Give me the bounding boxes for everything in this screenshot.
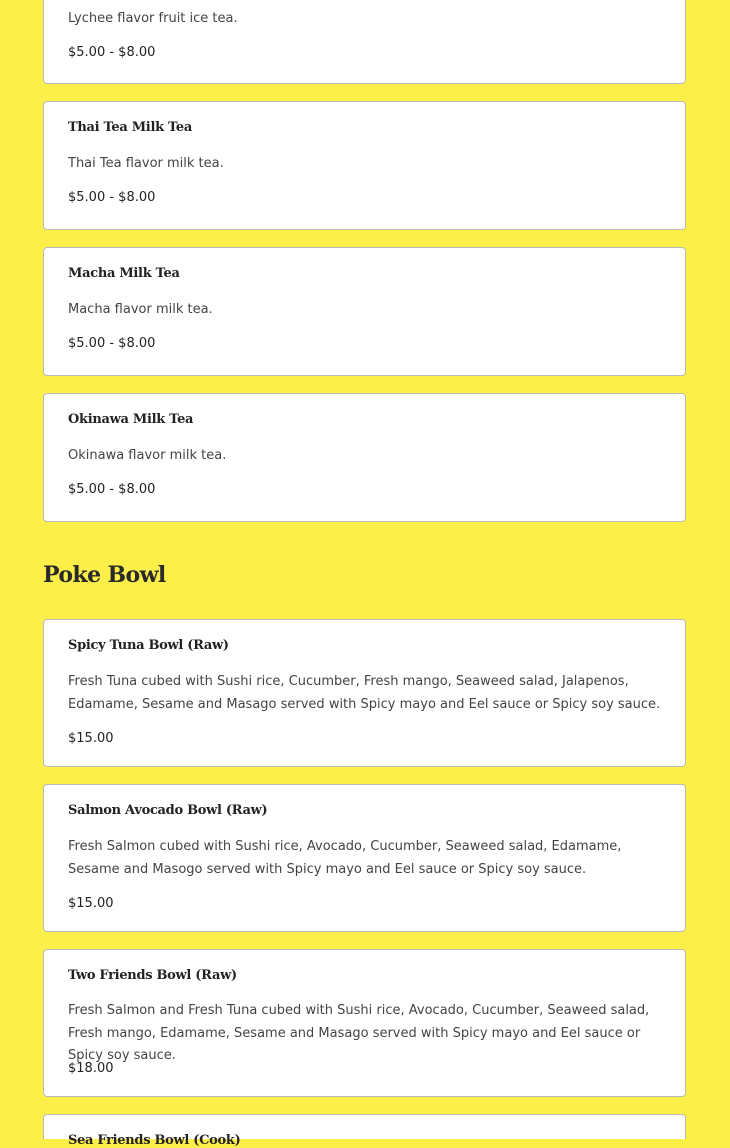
menu-item-title: Sea Friends Bowl (Cook) [68,1133,241,1148]
menu-item-title: Spicy Tuna Bowl (Raw) [68,638,229,653]
menu-item-title: Okinawa Milk Tea [68,412,194,427]
menu-item-card [43,949,686,1097]
menu-item-description: Thai Tea flavor milk tea. [68,156,224,171]
menu-item-card [43,784,686,932]
menu-item-card [43,101,686,230]
menu-item-title: Macha Milk Tea [68,266,180,281]
menu-item-price: $5.00 - $8.00 [68,45,156,60]
menu-item-title: Two Friends Bowl (Raw) [68,968,237,983]
menu-item-price: $5.00 - $8.00 [68,482,156,497]
menu-item-price: $15.00 [68,731,114,746]
menu-item-card [43,1114,686,1148]
menu-item-card [43,619,686,767]
menu-item-description: Fresh Salmon and Fresh Tuna cubed with Sushi rice, Avocado, Cucumber, Seaweed salad, Fresh mango, Edamame, Sesame and Masago served with Spicy mayo and Eel sauce or Spicy soy sauce. [68,1003,650,1063]
menu-item-card [43,247,686,376]
menu-item-description: Fresh Salmon cubed with Sushi rice, Avocado, Cucumber, Seaweed salad, Edamame, Sesame and Masogo served with Spicy mayo and Eel sauce or Spicy soy sauce. [68,839,622,877]
menu-item-title: Salmon Avocado Bowl (Raw) [68,803,268,818]
menu-item-price: $15.00 [68,896,114,911]
menu-item-card [43,393,686,522]
menu-item-description: Lychee flavor fruit ice tea. [68,11,238,26]
section-heading-poke-bowl: Poke Bowl [43,562,166,588]
menu-item-price: $5.00 - $8.00 [68,190,156,205]
menu-item-description: Okinawa flavor milk tea. [68,448,227,463]
menu-item-title: Thai Tea Milk Tea [68,120,192,135]
menu-item-description: Fresh Tuna cubed with Sushi rice, Cucumber, Fresh mango, Seaweed salad, Jalapenos, Edamame, Sesame and Masago served with Spicy mayo and Eel sauce or Spicy soy sauce. [68,674,661,712]
menu-item-card [43,0,686,84]
menu-item-price: $18.00 [68,1061,114,1076]
menu-item-price: $5.00 - $8.00 [68,336,156,351]
menu-item-description: Macha flavor milk tea. [68,302,213,317]
